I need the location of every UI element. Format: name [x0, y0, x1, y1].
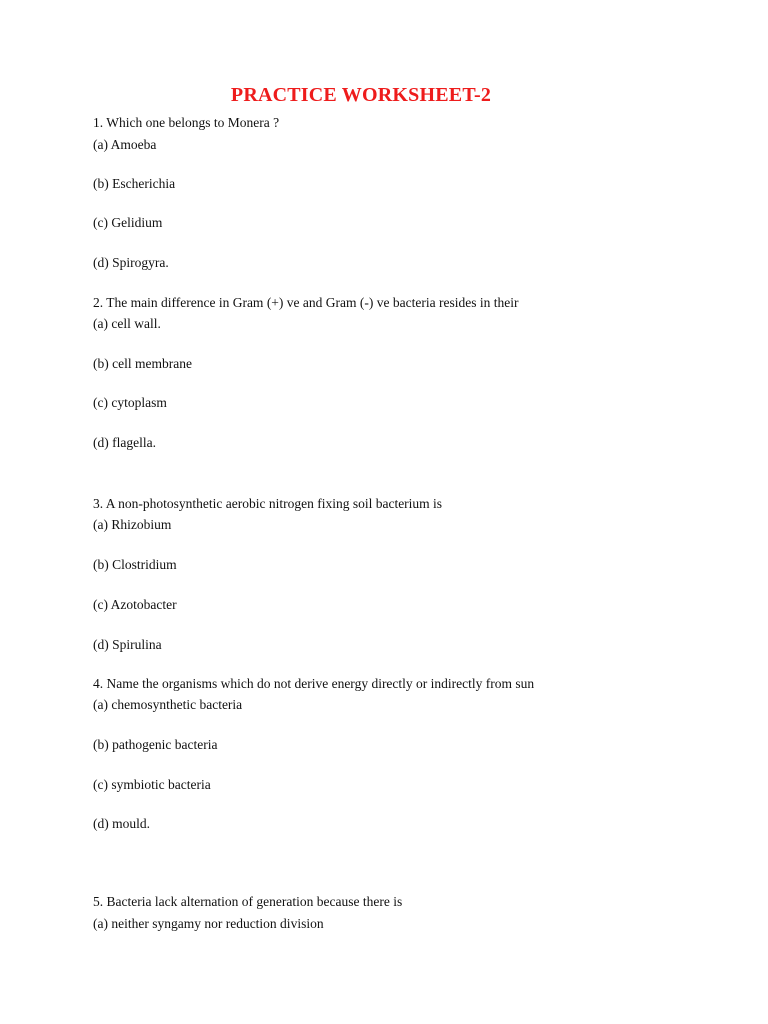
question-5-stem: 5. Bacteria lack alternation of generation because there is — [93, 894, 403, 909]
question-1-option-c: (c) Gelidium — [93, 215, 163, 230]
question-3-option-c: (c) Azotobacter — [93, 597, 177, 612]
question-4-option-a: (a) chemosynthetic bacteria — [93, 697, 243, 712]
question-4-option-d: (d) mould. — [93, 816, 150, 831]
question-4-stem: 4. Name the organisms which do not derive energy directly or indirectly from sun — [93, 676, 535, 691]
question-2-option-c: (c) cytoplasm — [93, 395, 167, 410]
question-2-option-d: (d) flagella. — [93, 435, 156, 450]
question-2-option-b: (b) cell membrane — [93, 356, 192, 371]
question-1-option-b: (b) Escherichia — [93, 176, 176, 191]
question-1-stem: 1. Which one belongs to Monera ? — [93, 115, 280, 130]
question-5-option-a: (a) neither syngamy nor reduction division — [93, 916, 324, 931]
question-1-option-a: (a) Amoeba — [93, 137, 157, 152]
question-3-option-b: (b) Clostridium — [93, 557, 177, 572]
worksheet-title: PRACTICE WORKSHEET-2 — [230, 84, 492, 106]
question-1-option-d: (d) Spirogyra. — [93, 255, 169, 270]
question-2-option-a: (a) cell wall. — [93, 316, 161, 331]
question-3-option-d: (d) Spirulina — [93, 637, 162, 652]
question-3-option-a: (a) Rhizobium — [93, 517, 172, 532]
question-3-stem: 3. A non-photosynthetic aerobic nitrogen fixing soil bacterium is — [93, 496, 443, 511]
question-4-option-c: (c) symbiotic bacteria — [93, 777, 211, 792]
question-4-option-b: (b) pathogenic bacteria — [93, 737, 218, 752]
question-2-stem: 2. The main difference in Gram (+) ve and Gram (-) ve bacteria resides in their — [93, 295, 519, 310]
